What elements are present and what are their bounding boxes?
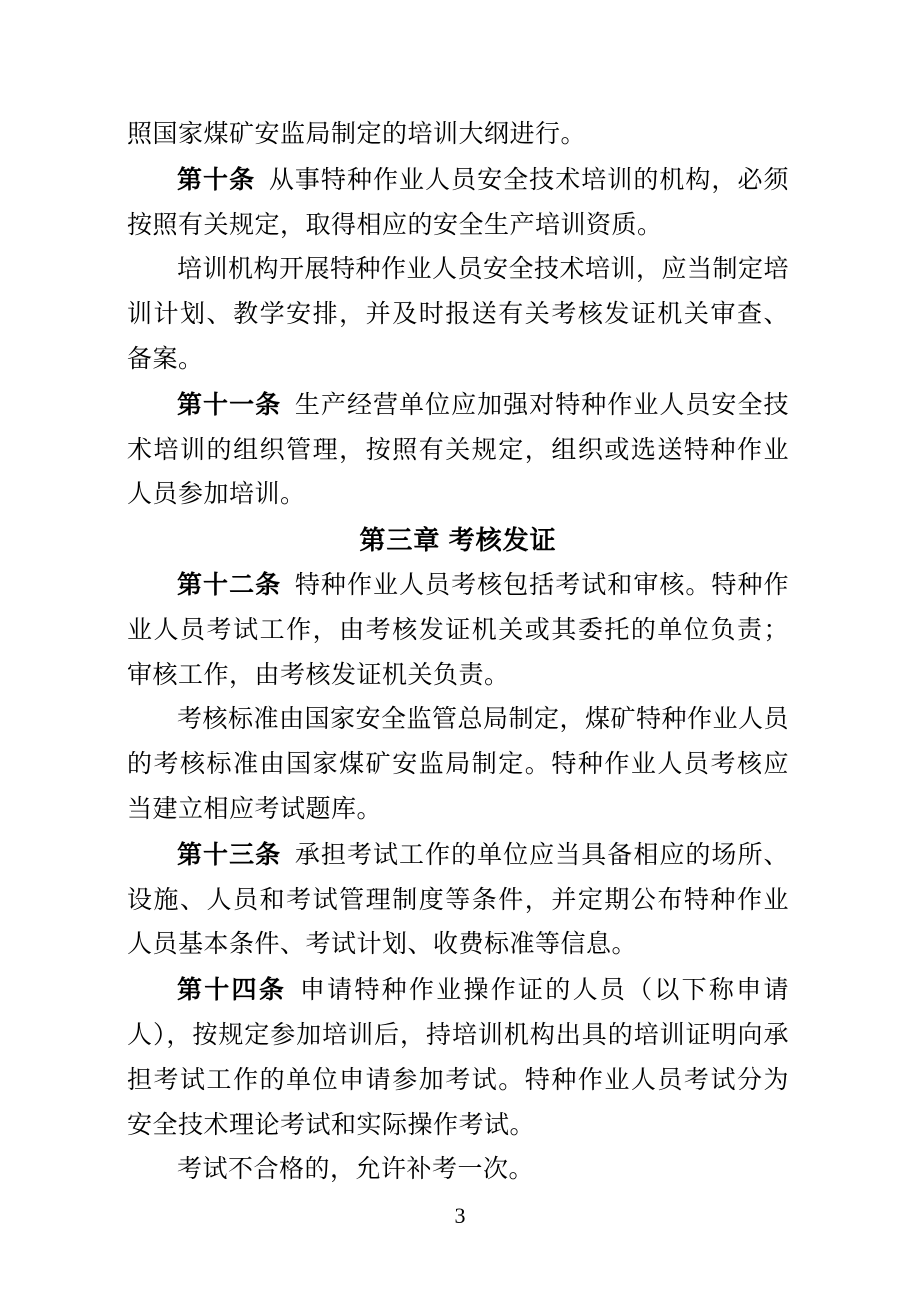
article-number: 第十四条 xyxy=(177,976,287,1005)
paragraph-text: 考试不合格的，允许补考一次。 xyxy=(177,1156,535,1184)
article-number: 第十二条 xyxy=(177,570,282,599)
paragraph-text: 从事特种作业人员安全技术培训的机构，必须按照有关规定，取得相应的安全生产培训资质。 xyxy=(127,166,789,239)
article-paragraph xyxy=(127,158,789,249)
article-paragraph xyxy=(127,383,789,518)
article-paragraph xyxy=(127,563,789,698)
article-paragraph xyxy=(127,968,789,1148)
article-number: 第十三条 xyxy=(177,840,282,869)
paragraph-text: 照国家煤矿安监局制定的培训大纲进行。 xyxy=(127,121,587,148)
chapter-heading: 第三章 考核发证 xyxy=(359,525,557,556)
article-number: 第十条 xyxy=(177,165,256,194)
body-paragraph xyxy=(127,248,789,382)
body-paragraph xyxy=(127,113,789,158)
article-number: 第十一条 xyxy=(177,390,282,419)
body-paragraph xyxy=(127,698,789,832)
paragraph-text: 考核标准由国家安全监管总局制定，煤矿特种作业人员的考核标准由国家煤矿安监局制定。特种作业人员考核应当建立相应考试题库。 xyxy=(127,706,790,823)
paragraph-text: 生产经营单位应加强对特种作业人员安全技术培训的组织管理，按照有关规定，组织或选送特种作业人员参加培训。 xyxy=(127,391,789,509)
article-paragraph xyxy=(127,833,789,968)
paragraph-text: 申请特种作业操作证的人员（以下称申请人），按规定参加培训后，持培训机构出具的培训证明向承担考试工作的单位申请参加考试。特种作业人员考试分为安全技术理论考试和实际操作考试。 xyxy=(127,977,789,1139)
paragraph-text: 承担考试工作的单位应当具备相应的场所、设施、人员和考试管理制度等条件，并定期公布特种作业人员基本条件、考试计划、收费标准等信息。 xyxy=(127,841,789,959)
page-number: 3 xyxy=(454,1203,466,1228)
document-body xyxy=(127,113,789,1193)
body-paragraph xyxy=(127,1148,789,1193)
paragraph-text: 特种作业人员考核包括考试和审核。特种作业人员考试工作，由考核发证机关或其委托的单位负责；审核工作，由考核发证机关负责。 xyxy=(127,571,789,689)
paragraph-text: 培训机构开展特种作业人员安全技术培训，应当制定培训计划、教学安排，并及时报送有关考核发证机关审查、备案。 xyxy=(127,256,790,373)
